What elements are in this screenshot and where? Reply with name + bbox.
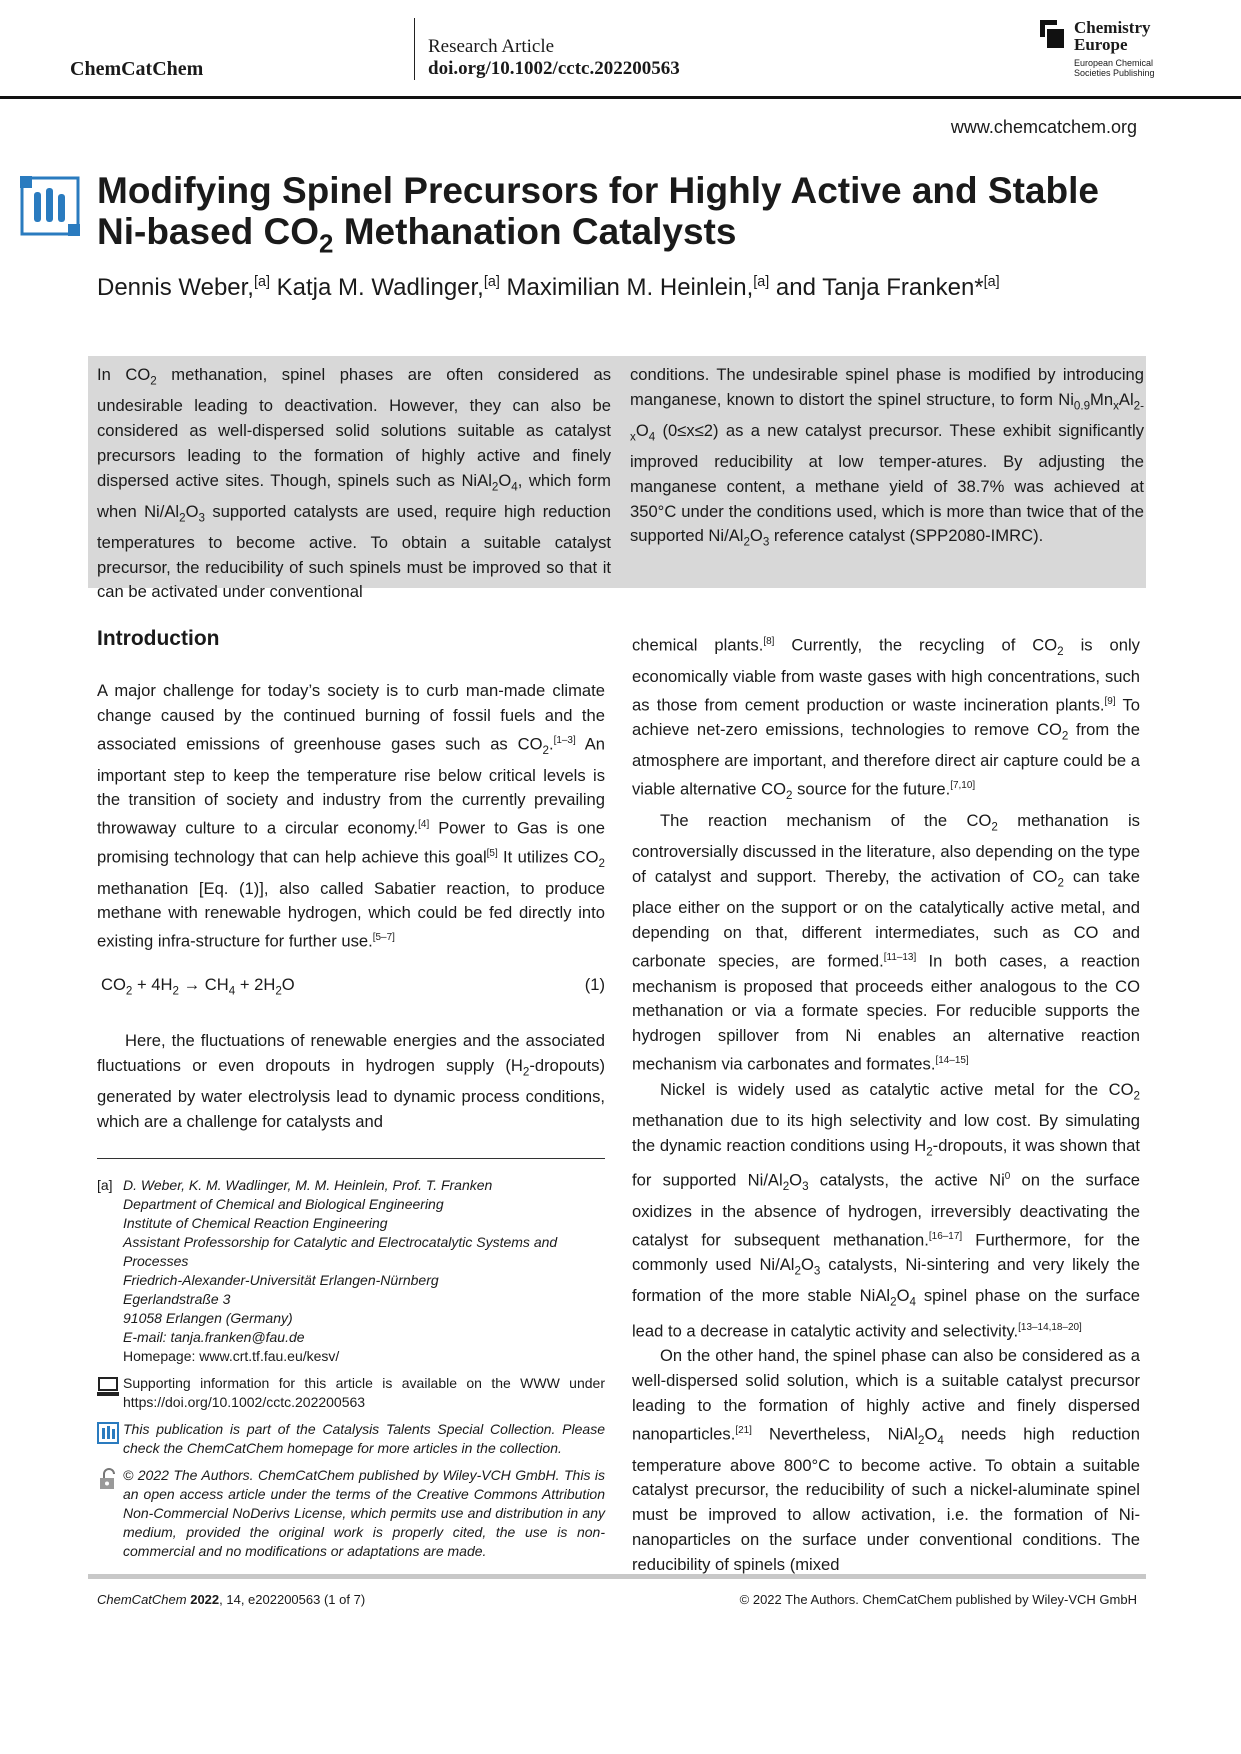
subscript: 2 xyxy=(1133,1089,1140,1103)
subscript: 4 xyxy=(511,479,518,493)
text: can take place either on the support or on the catalytically active metal, and depending on that, different intermediates, such as CO and carbonate species, are formed. xyxy=(632,867,1140,971)
subscript: 2 xyxy=(786,789,793,803)
logo-text-chemistry: Chemistry xyxy=(1074,18,1151,37)
text: methanation [Eq. (1)], also called Sabatier reaction, to produce methane with renewable hydrogen, which could be fed directly into existing infra-structure for further use. xyxy=(97,878,605,951)
affiliation-line: 91058 Erlangen (Germany) xyxy=(123,1310,293,1326)
special-collection-icon xyxy=(97,1422,119,1444)
text: . xyxy=(548,734,554,754)
text: O xyxy=(924,1424,938,1444)
affiliation-mark: [a] xyxy=(483,274,500,290)
text: methanation, spinel phases are often considered as undesirable leading to deactivation. However, they can also be considered as well-dispersed solid solutions suitable as catalyst precursors leading to the formation of highly active and finely dispersed active sites. Though, spinels such as NiAl xyxy=(97,365,611,490)
affiliation-line: Friedrich-Alexander-Universität Erlangen-Nürnberg xyxy=(123,1272,439,1288)
text: On the other hand, the spinel phase can also be considered as a well-dispersed solid solution, which is a suitable catalyst precursor leading to the formation of highly active and finely dispersed nanoparticles. xyxy=(632,1346,1140,1444)
logo-subtitle-1: European Chemical xyxy=(1074,58,1154,68)
subscript: 2 xyxy=(1057,644,1064,658)
subscript: 2 xyxy=(1057,876,1064,890)
text: It utilizes CO xyxy=(497,847,599,867)
superscript: 0 xyxy=(1004,1171,1011,1183)
text: conditions. The undesirable spinel phase is modified by introducing manganese, known to distort the spinel structure, to form Ni xyxy=(630,365,1144,409)
citation-link[interactable]: [14–15] xyxy=(935,1055,969,1067)
text: Furthermore, for the commonly used Ni/Al xyxy=(632,1230,1140,1275)
citation-link[interactable]: [8] xyxy=(763,636,775,647)
body-left-column xyxy=(97,624,605,1135)
paragraph xyxy=(632,630,1140,809)
text: is only economically viable from waste gases with high concentrations, such as those from cement production or waste incineration plants. xyxy=(632,635,1140,715)
logo-text-europe: Europe xyxy=(1074,35,1128,54)
subscript: 2 xyxy=(782,1179,790,1193)
text: O xyxy=(789,1170,803,1190)
subscript: 2 xyxy=(172,984,179,998)
text: O xyxy=(749,526,763,546)
abstract xyxy=(88,356,1146,602)
title-line-1: Modifying Spinel Precursors for Highly Active and Stable xyxy=(97,170,1099,211)
subscript: 2 xyxy=(179,510,186,524)
title-subscript: 2 xyxy=(319,230,334,259)
text: supported catalysts are used, require high reduction temperatures to become active. To obtain a suitable catalyst precursor, the reducibility of such spinels must be improved so that it can be activated under conventional xyxy=(97,501,611,602)
subscript: 3 xyxy=(762,535,770,549)
subscript: 4 xyxy=(648,430,656,444)
text: source for the future. xyxy=(792,779,951,799)
footer-citation xyxy=(97,1592,365,1607)
subscript: 0.9 xyxy=(1073,399,1091,413)
text: In both cases, a reaction mechanism is proposed that proceeds either analogous to the CO methanation or via a formate species. For reducible supports the hydrogen spillover from Ni enables an alternative reaction mechanism via carbonates and formates. xyxy=(632,951,1140,1074)
affiliation-block xyxy=(97,1176,605,1366)
text: catalysts, the active Ni xyxy=(808,1170,1005,1190)
text: An important step to keep the temperature rise below critical levels is the transition of society and industry from the currently prevailing throwaway culture to a circular economy. xyxy=(97,734,605,838)
author: Dennis Weber, xyxy=(97,274,254,301)
text: → CH xyxy=(178,974,229,994)
text: , which form when Ni/Al xyxy=(97,470,611,521)
equation-number: (1) xyxy=(584,974,605,994)
subscript: 4 xyxy=(937,1433,944,1447)
subscript: 2 xyxy=(125,984,133,998)
text: In CO xyxy=(97,365,151,384)
supporting-information-text[interactable]: Supporting information for this article is available on the WWW under https://doi.org/10.1002/cctc.202200563 xyxy=(123,1375,605,1410)
title-text: Ni-based CO xyxy=(97,211,320,252)
footnotes xyxy=(97,1176,605,1561)
affiliation-line: Institute of Chemical Reaction Engineering xyxy=(123,1215,388,1231)
section-heading-introduction: Introduction xyxy=(97,627,220,650)
license-note xyxy=(97,1466,605,1561)
body-right-column xyxy=(632,630,1140,1578)
text: -dropouts, it was shown that for supported Ni/Al xyxy=(632,1135,1140,1190)
text: (0≤x≤2) as a new catalyst precursor. These exhibit significantly improved reducibility at low temper-atures. By adjusting the manganese content, a methane yield of 38.7% was achieved at 350°C under the conditions used, which is more than twice that of the supported Ni/Al xyxy=(630,420,1144,546)
citation-link[interactable]: [9] xyxy=(1104,695,1116,707)
text: Nickel is widely used as catalytic active metal for the CO xyxy=(660,1079,1134,1099)
affiliation-line: Processes xyxy=(123,1253,189,1269)
special-collection-text: This publication is part of the Catalysis Talents Special Collection. Please check the ChemCatChem homepage for more articles in the collection. xyxy=(123,1421,605,1456)
text: needs high reduction temperature above 800°C to become active. To obtain a suitable catalyst precursor, the reducibility of such a nickel-aluminate spinel must be improved to allow activation, i.e. the formation of Ni-nanoparticles on the surface under conventional conditions. The reducibility of spinels (mixed xyxy=(632,1424,1140,1575)
citation-link[interactable]: [13–14,18–20] xyxy=(1018,1321,1082,1333)
citation-link[interactable]: [4] xyxy=(418,819,430,831)
title-text: Methanation Catalysts xyxy=(333,211,737,252)
subscript: 3 xyxy=(802,1179,809,1193)
text: Here, the fluctuations of renewable energies and the associated fluctuations or even dropouts in hydrogen supply (H xyxy=(97,1030,605,1075)
subscript: 3 xyxy=(198,510,205,524)
text: A major challenge for today’s society is to curb man-made climate change caused by the continued burning of fossil fuels and the associated emissions of greenhouse gases such as CO xyxy=(97,681,605,754)
author: and Tanja Franken* xyxy=(769,274,984,301)
abstract-left-column xyxy=(97,363,611,605)
citation-link[interactable]: [21] xyxy=(735,1424,752,1436)
special-collection-note xyxy=(97,1420,605,1458)
paragraph xyxy=(632,1344,1140,1578)
footer-volume: , 14, e202200563 (1 of 7) xyxy=(219,1592,366,1607)
affiliation-line: Department of Chemical and Biological Engineering xyxy=(123,1196,444,1212)
citation-link[interactable]: [1–3] xyxy=(553,734,576,746)
subscript: 2 xyxy=(918,1433,925,1447)
text: CO xyxy=(101,974,126,994)
affiliation-mark: [a] xyxy=(753,274,770,290)
subscript: 2 xyxy=(743,535,750,549)
affiliation-homepage[interactable]: Homepage: www.crt.tf.fau.eu/kesv/ xyxy=(123,1348,340,1364)
text: methanation is controversially discussed in the literature, also depending on the type of catalyst and support. Thereby, the activation of CO xyxy=(632,810,1140,887)
affiliation-mark: [a] xyxy=(253,274,270,290)
footer-copyright: © 2022 The Authors. ChemCatChem published by Wiley-VCH GmbH xyxy=(739,1592,1137,1607)
paragraph xyxy=(632,1078,1140,1344)
subscript: 2 xyxy=(991,820,998,834)
text: Al xyxy=(1118,389,1134,409)
author: Katja M. Wadlinger, xyxy=(269,274,484,301)
subscript: 2-x xyxy=(630,399,1144,444)
special-collection-icon xyxy=(20,176,80,236)
affiliation-line: D. Weber, K. M. Wadlinger, M. M. Heinlein, Prof. T. Franken xyxy=(123,1177,493,1193)
abstract-right-column xyxy=(630,363,1144,556)
logo-subtitle-2: Societies Publishing xyxy=(1074,68,1155,78)
footer-rule xyxy=(88,1574,1146,1579)
text: Power to Gas is one promising technology that can help achieve this goal xyxy=(97,818,605,867)
license-text: © 2022 The Authors. ChemCatChem published by Wiley-VCH GmbH. This is an open access article under the terms of the Creative Commons Attribution Non-Commercial NoDerivs License, which permits use and distribution in any medium, provided the original work is properly cited, the use is non-commercial and no modifications or adaptations are made. xyxy=(123,1467,605,1559)
supporting-information-note xyxy=(97,1374,605,1412)
text: + 2H xyxy=(235,974,276,994)
computer-icon xyxy=(97,1376,119,1398)
text: from the atmosphere are important, and therefore direct air capture could be a viable alternative CO xyxy=(632,720,1140,799)
header-rule xyxy=(0,96,1241,99)
doi-link[interactable]: doi.org/10.1002/cctc.202200563 xyxy=(428,58,680,79)
subscript: 2 xyxy=(491,479,499,493)
text: O xyxy=(635,420,649,440)
text: on the surface oxidizes in the absence of hydrogen, irreversibly deactivating the catalyst for subsequent methanation. xyxy=(632,1170,1140,1250)
subscript: 2 xyxy=(275,984,282,998)
text: -dropouts) generated by water electrolysis lead to dynamic process conditions, which are a challenge for catalysts and xyxy=(97,1055,605,1131)
text: O xyxy=(800,1255,814,1275)
paragraph xyxy=(97,1029,605,1135)
text: spinel phase on the surface lead to a decrease in catalytic activity and selectivity. xyxy=(632,1286,1140,1341)
subscript: 2 xyxy=(150,374,157,388)
subscript: 2 xyxy=(926,1145,933,1159)
text: O xyxy=(498,470,512,490)
author: Maximilian M. Heinlein, xyxy=(499,274,754,301)
title-line-2 xyxy=(97,211,1147,265)
equation-1 xyxy=(97,973,605,999)
affiliation-mark: [a] xyxy=(983,274,1000,290)
subscript: 2 xyxy=(794,1264,801,1278)
text: O xyxy=(185,501,199,521)
header-divider xyxy=(414,18,415,80)
text: + 4H xyxy=(132,974,173,994)
text: To achieve net-zero emissions, technologies to remove CO xyxy=(632,695,1140,740)
subscript: 2 xyxy=(890,1295,897,1309)
subscript: 2 xyxy=(542,743,549,757)
subscript: 2 xyxy=(598,856,605,870)
chemistry-europe-logo-icon xyxy=(1040,20,1066,50)
footnote-rule xyxy=(97,1158,605,1159)
affiliation-email[interactable]: E-mail: tanja.franken@fau.de xyxy=(123,1329,305,1345)
author-list xyxy=(97,274,1000,302)
text: Mn xyxy=(1090,389,1114,409)
affiliation-line: Egerlandstraße 3 xyxy=(123,1291,231,1307)
subscript: 2 xyxy=(1061,729,1069,743)
open-access-lock-icon xyxy=(97,1468,119,1490)
citation-link[interactable]: [7,10] xyxy=(950,780,976,792)
affiliation-line: Assistant Professorship for Catalytic and Electrocatalytic Systems and xyxy=(123,1234,558,1250)
subscript: x xyxy=(1113,399,1119,413)
subscript: 2 xyxy=(522,1065,530,1079)
text: Nevertheless, NiAl xyxy=(751,1424,918,1444)
text: O xyxy=(281,974,295,994)
citation-link[interactable]: [16–17] xyxy=(928,1230,963,1242)
text: methanation due to its high selectivity and low cost. By simulating the dynamic reaction conditions using H xyxy=(632,1110,1140,1155)
article-type: Research Article xyxy=(428,36,555,57)
footer-journal: ChemCatChem xyxy=(97,1592,187,1607)
paragraph xyxy=(97,679,605,955)
subscript: 3 xyxy=(813,1264,821,1278)
article-title xyxy=(97,170,1147,265)
equation-text xyxy=(101,973,295,1004)
subscript: 4 xyxy=(228,984,236,998)
affiliation-tag: [a] xyxy=(97,1177,113,1193)
paragraph xyxy=(632,809,1140,1078)
text: O xyxy=(896,1286,910,1306)
citation-link[interactable]: [11–13] xyxy=(883,952,917,964)
chemistry-europe-logo[interactable] xyxy=(1040,18,1180,82)
footer-year: 2022 xyxy=(190,1592,220,1607)
text: catalysts, Ni-sintering and very likely the formation of the more stable NiAl xyxy=(632,1255,1140,1306)
text: reference catalyst (SPP2080-IMRC). xyxy=(769,526,1044,546)
citation-link[interactable]: [5] xyxy=(486,847,498,859)
journal-name: ChemCatChem xyxy=(70,58,204,80)
text: chemical plants. xyxy=(632,635,764,655)
subscript: 4 xyxy=(909,1295,916,1309)
text: Currently, the recycling of CO xyxy=(774,635,1058,655)
text: The reaction mechanism of the CO xyxy=(660,810,992,830)
citation-link[interactable]: [5–7] xyxy=(372,932,395,944)
journal-website[interactable]: www.chemcatchem.org xyxy=(950,117,1137,137)
